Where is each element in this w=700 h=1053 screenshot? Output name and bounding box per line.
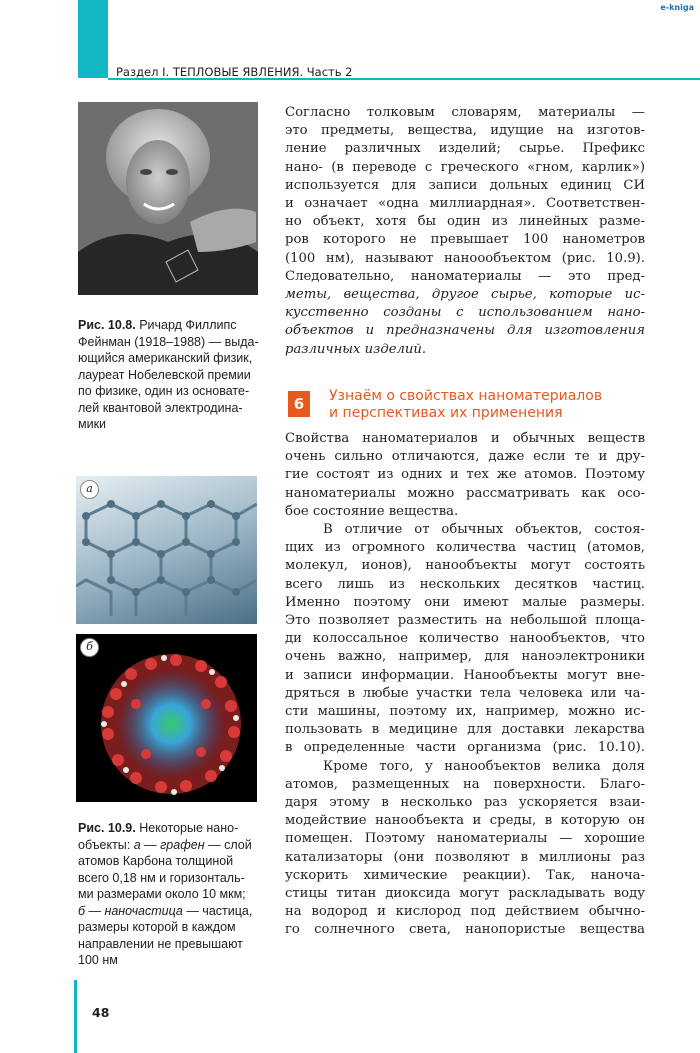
text-line: наноматериалы можно рассматривать как осо- xyxy=(285,485,645,501)
nanoparticle-image xyxy=(76,634,257,802)
text-line: объектов и предназначены для изготовления xyxy=(285,323,645,339)
caption-term: а — графен xyxy=(133,837,205,852)
caption-line: атомов Карбона толщиной xyxy=(78,854,234,868)
header-accent-block xyxy=(78,0,108,78)
text-line: ление различных изделий; сырье. Префикс xyxy=(285,141,645,157)
caption-line: размеры которой в каждом xyxy=(78,920,236,934)
text-line: (100 нм), называют наноообъектом (рис. 10.9). xyxy=(285,250,645,266)
section-number-badge: 6 xyxy=(288,391,310,417)
caption-line: всего 0,18 нм и горизонталь- xyxy=(78,870,245,885)
text-line: ров которого не превышает 100 нанометров xyxy=(285,232,645,248)
text-line: молекул, ионов), нанообъекты могут состоять xyxy=(285,558,645,574)
text-line: всего лишь из нескольких десятков частиц. xyxy=(285,576,645,592)
text-line: пользовать в медицине для доставки лекарства xyxy=(285,722,645,738)
text-line: модействие нанообъекта и среды, в которую он xyxy=(285,813,645,829)
caption-line: по физике, один из основате- xyxy=(78,384,250,398)
section-heading-line: Узнаём о свойствах наноматериалов xyxy=(329,388,603,404)
section-heading xyxy=(329,388,602,422)
graphene-image xyxy=(76,476,257,624)
footer-accent-rule xyxy=(74,980,77,1053)
text-line: стицы титан диоксида могут раскладывать воду xyxy=(285,886,645,902)
figure-10-9-caption xyxy=(78,820,273,969)
text-line: ускорить химические реакции). Так, наноча- xyxy=(285,867,645,883)
caption-line: — частица, xyxy=(182,903,253,918)
text-line: помещен. Поэтому наноматериалы — хорошие xyxy=(285,831,645,847)
caption-line: объекты: xyxy=(78,837,134,852)
text-line: Свойства наноматериалов и обычных веществ xyxy=(285,431,645,446)
text-line: на водород и кислород под действием обычно- xyxy=(285,904,645,920)
text-line: и означает «одна миллиардная». Соответствен- xyxy=(285,196,645,212)
caption-line: Фейнман (1918–1988) — выда- xyxy=(78,334,259,349)
text-line: В отличие от обычных объектов, состоя- xyxy=(323,522,645,538)
text-line: Следовательно, наноматериалы — это пред- xyxy=(285,268,645,284)
section-header: Раздел I. ТЕПЛОВЫЕ ЯВЛЕНИЯ. Часть 2 xyxy=(116,65,353,79)
text-line: в определенные части организма (рис. 10.10). xyxy=(285,740,645,756)
text-line: и записи информации. Нанообъекты могут вне- xyxy=(285,667,645,683)
text-block-2 xyxy=(285,430,645,940)
text-line: атомов, размещенных на поверхности. Благо- xyxy=(285,776,645,792)
caption-line: направлении не превышают xyxy=(78,936,243,951)
image-label-a: а xyxy=(80,480,99,499)
text-line: но объект, хотя бы один из линейных разме- xyxy=(285,214,645,230)
text-line: различных изделий. xyxy=(285,341,427,357)
caption-line: — слой xyxy=(204,837,252,852)
text-line: кусственно созданы с использованием нано- xyxy=(285,305,645,321)
text-line: даря этому в несколько раз ускоряется взаи- xyxy=(285,795,645,811)
text-line: используется для записи дольных единиц СИ xyxy=(285,177,645,193)
figure-10-8-label: Рис. 10.8. xyxy=(78,318,136,332)
text-line: ди колоссальное количество нанообъектов, что xyxy=(285,631,645,647)
text-line: бое состояние вещества. xyxy=(285,503,459,519)
text-line: это предметы, вещества, идущие на изготов- xyxy=(285,123,645,139)
text-line: очень важно, например, для наноэлектроники xyxy=(285,649,645,665)
publisher-logo: e-kniga xyxy=(660,3,694,12)
text-line: меты, вещества, другое сырье, которые ис- xyxy=(285,287,645,303)
text-line: Кроме того, у нанообъектов велика доля xyxy=(323,758,645,774)
text-line: очень сильно отличаются, даже если те и дру- xyxy=(285,449,645,465)
caption-line: лей квантовой электродина- xyxy=(78,400,243,415)
caption-term: б — наночастица xyxy=(78,903,183,918)
caption-line: ми размерами около 10 мкм; xyxy=(78,887,246,901)
page-number: 48 xyxy=(92,1005,110,1020)
feynman-photo xyxy=(78,102,258,295)
caption-line: мики xyxy=(78,417,107,431)
text-line: щих из огромного количества частиц (атомов, xyxy=(285,540,645,556)
text-line: го солнечного света, нанопористые вещества xyxy=(285,922,645,938)
text-line: Согласно толковым словарям, материалы — xyxy=(285,105,645,120)
caption-line: 100 нм xyxy=(78,953,118,967)
text-line: катализаторы (они позволяют в миллионы раз xyxy=(285,849,645,865)
caption-line: ющийся американский физик, xyxy=(78,351,253,365)
caption-line: лауреат Нобелевской премии xyxy=(78,367,251,382)
figure-10-8-caption xyxy=(78,317,268,433)
caption-line: Ричард Филлипс xyxy=(139,318,237,332)
text-line: дряться в любые участки тела человека или ча- xyxy=(285,685,645,701)
image-label-b: б xyxy=(80,638,99,657)
text-line: Именно поэтому они имеют малые размеры. xyxy=(285,594,645,610)
text-line: Это позволяет разместить на небольшой площа- xyxy=(285,613,645,629)
figure-10-9-label: Рис. 10.9. xyxy=(78,821,136,835)
section-heading-line: и перспективах их применения xyxy=(329,405,563,421)
text-block-1 xyxy=(285,104,645,359)
caption-line: Некоторые нано- xyxy=(139,821,239,835)
text-line: нано- (в переводе с греческого «гном, карлик») xyxy=(285,159,645,175)
text-line: сти машины, поэтому их, например, можно ис- xyxy=(285,704,645,720)
text-line: гие состоят из одних и тех же атомов. Поэтому xyxy=(285,467,645,483)
